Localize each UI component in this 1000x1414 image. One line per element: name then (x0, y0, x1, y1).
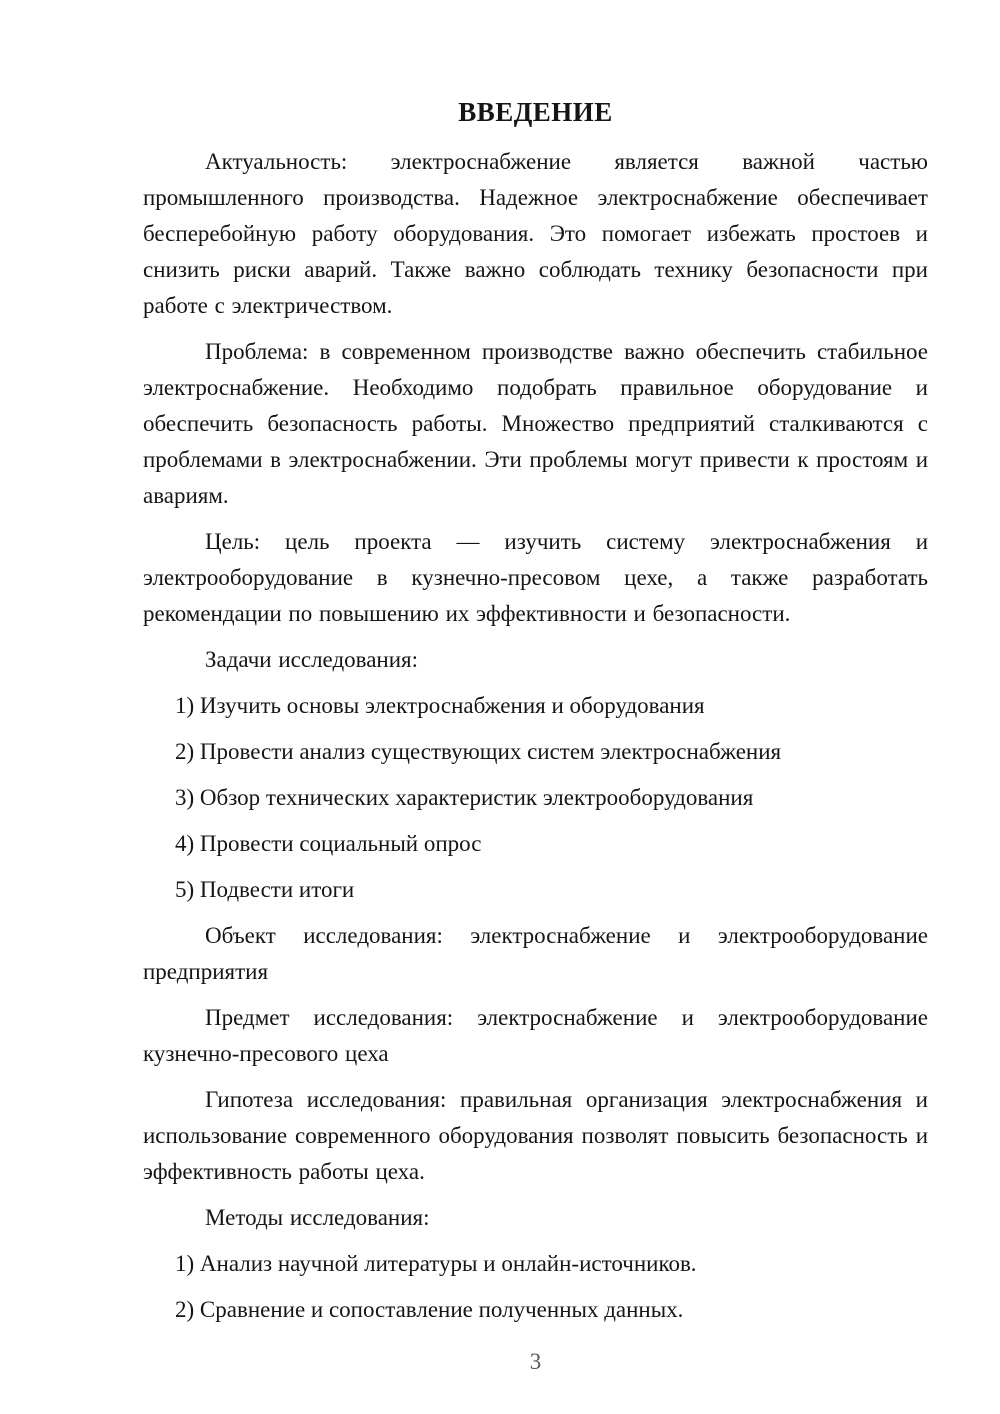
page-number: 3 (529, 1349, 542, 1374)
method-item-1: 1) Анализ научной литературы и онлайн-источников. (175, 1251, 697, 1276)
paragraph-obekt: Объект исследования: электроснабжение и электрооборудование предприятия (143, 923, 928, 984)
task-item-3: 3) Обзор технических характеристик электрооборудования (175, 785, 754, 810)
task-item-2: 2) Провести анализ существующих систем электроснабжения (175, 739, 782, 764)
task-item-5: 5) Подвести итоги (175, 877, 355, 902)
page-title: ВВЕДЕНИЕ (458, 97, 613, 127)
paragraph-predmet: Предмет исследования: электроснабжение и электрооборудование кузнечно-пресового цеха (143, 1005, 928, 1066)
paragraph-problema: Проблема: в современном производстве важно обеспечить стабильное электроснабжение. Необходимо подобрать правильное оборудование и обеспечить безопасность работы. Множество предприятий сталкиваются с проблемами в электроснабжении. Эти проблемы могут привести к простоям и авариям. (143, 339, 928, 508)
tasks-section-header: Задачи исследования: (205, 647, 419, 672)
task-item-1: 1) Изучить основы электроснабжения и оборудования (175, 693, 705, 718)
paragraph-aktualnost: Актуальность: электроснабжение является важной частью промышленного производства. Надежное электроснабжение обеспечивает бесперебойную работу оборудования. Это помогает избежать простоев и снизить риски аварий. Также важно соблюдать технику безопасности при работе с электричеством. (143, 149, 928, 318)
paragraph-gipoteza: Гипотеза исследования: правильная организация электроснабжения и использование современного оборудования позволят повысить безопасность и эффективность работы цеха. (143, 1087, 928, 1184)
method-item-2: 2) Сравнение и сопоставление полученных данных. (175, 1297, 684, 1322)
paragraph-tsel: Цель: цель проекта — изучить систему электроснабжения и электрооборудование в кузнечно-пресовом цехе, а также разработать рекомендации по повышению их эффективности и безопасности. (143, 529, 928, 626)
methods-section-header: Методы исследования: (205, 1205, 430, 1230)
task-item-4: 4) Провести социальный опрос (175, 831, 482, 856)
